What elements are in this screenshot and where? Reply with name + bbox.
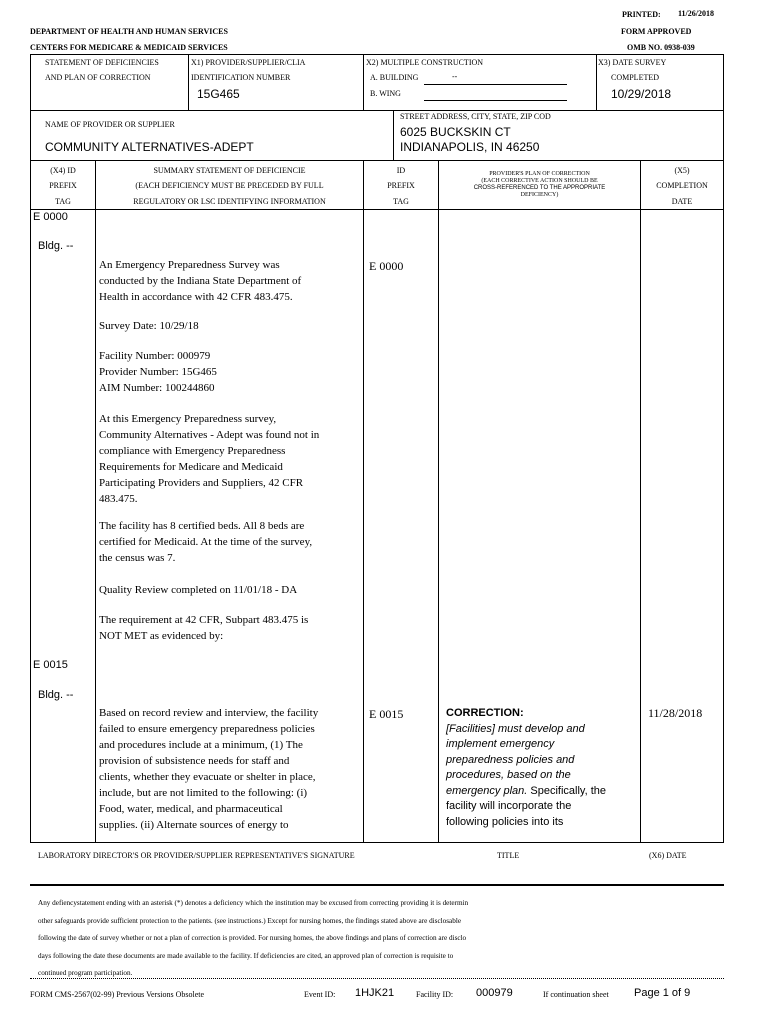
rule-columns: [30, 209, 724, 210]
rule-signature: [30, 884, 724, 886]
divider-x1: [188, 54, 189, 110]
summary-header-1: SUMMARY STATEMENT OF DEFICIENCIE: [153, 166, 306, 175]
e0000-paragraph-2: Survey Date: 10/29/18: [99, 320, 199, 332]
printed-date: 11/26/2018: [678, 9, 715, 18]
building-label: A. BUILDING: [370, 73, 419, 82]
survey-date-value: 10/29/2018: [611, 87, 672, 101]
frame-right: [723, 54, 724, 842]
x5-header-2: COMPLETION: [656, 181, 708, 190]
printed-label: PRINTED:: [622, 10, 661, 19]
form-number: FORM CMS-2567(02-99) Previous Versions Obsolete: [30, 990, 205, 999]
plan-header-4: DEFICIENCY): [520, 192, 559, 198]
e0015-id-tag: E 0015: [369, 707, 404, 721]
x3-label-1: X3) DATE SURVEY: [598, 58, 667, 67]
e0000-paragraph-5: The facility has 8 certified beds. All 8 beds are certified for Medicaid. At the time of the survey, the census was 7.: [99, 520, 313, 564]
building-underline: [424, 84, 567, 85]
e0000-bldg: Bldg. --: [38, 240, 74, 252]
x5-header-3: DATE: [671, 197, 693, 206]
correction-italic-text: [Facilities] must develop and implement emergency preparedness policies and procedures, based on the emergency plan.: [446, 722, 585, 797]
form-approved: FORM APPROVED: [621, 27, 692, 36]
rule-top: [30, 54, 724, 55]
wing-underline: [424, 100, 567, 101]
statement-label-2: AND PLAN OF CORRECTION: [45, 73, 151, 82]
rule-provider: [30, 160, 724, 161]
page-number: Page 1 of 9: [634, 987, 691, 999]
provider-id-value: 15G465: [197, 87, 240, 101]
plan-header-1: PROVIDER'S PLAN OF CORRECTION: [489, 171, 590, 177]
event-id-value: 1HJK21: [355, 987, 395, 999]
address-city: INDIANAPOLIS, IN 46250: [400, 140, 540, 154]
disclaimer-text: Any defiencystatement ending with an asterisk (*) denotes a deficiency which the institution may be excused from correcting providing it is determin other safeguards provide sufficient protection to the patients. (see instructions.) Except for nursing homes, the findings stated above are disclosable following the date of survey whether or not a plan of correction is provided. For nursing homes, the above findings and plans of correction are disclo days following the date these documents are made available to the facility. If deficiencies are cited, an approved plan of correction is requisite to continued program participation.: [38, 899, 469, 977]
signature-title-label: TITLE: [497, 851, 520, 860]
statement-label-1: STATEMENT OF DEFICIENCIES: [45, 58, 159, 67]
x3-label-2: COMPLETED: [611, 73, 659, 82]
provider-name-value: COMMUNITY ALTERNATIVES-ADEPT: [45, 140, 254, 154]
wing-label: B. WING: [370, 89, 401, 98]
provider-name-label: NAME OF PROVIDER OR SUPPLIER: [45, 120, 175, 129]
id-header-1: ID: [396, 166, 406, 175]
x5-header-1: (X5): [674, 166, 690, 175]
divider-col-completion: [640, 160, 641, 842]
omb-number: OMB NO. 0938-039: [627, 43, 695, 52]
e0000-paragraph-1: An Emergency Preparedness Survey was conducted by the Indiana State Department of Health in accordance with 42 CFR 483.475.: [99, 259, 302, 303]
x1-label-2: IDENTIFICATION NUMBER: [191, 73, 291, 82]
summary-header-2: (EACH DEFICIENCY MUST BE PRECEDED BY FULL: [135, 181, 324, 190]
e0000-prefix-tag: E 0000: [33, 211, 68, 223]
x1-label-1: X1) PROVIDER/SUPPLIER/CLIA: [191, 58, 306, 67]
e0015-paragraph-1: Based on record review and interview, the facility failed to ensure emergency preparedness policies and procedures include at a minimum, (1) The provision of subsistence needs for staff and clients, whether they evacuate or shelter in place, include, but are not limited to the following: (i) Food, water, medical, and pharmaceutical supplies. (ii) Alternate sources of energy to: [99, 707, 319, 831]
correction-heading: CORRECTION:: [446, 707, 524, 719]
plan-header-3: CROSS-REFERENCED TO THE APPROPRIATE: [473, 185, 606, 191]
centers-title: CENTERS FOR MEDICARE & MEDICAID SERVICES: [30, 43, 228, 52]
correction-plain-text: Specifically, the facility will incorporate the following policies into its: [446, 784, 606, 828]
divider-col-summary: [95, 160, 96, 842]
e0000-paragraph-6: Quality Review completed on 11/01/18 - DA: [99, 584, 298, 596]
rule-info: [30, 110, 724, 111]
id-header-2: PREFIX: [387, 181, 415, 190]
continuation-label: If continuation sheet: [543, 990, 609, 999]
signature-date-label: (X6) DATE: [649, 851, 687, 860]
e0000-paragraph-3: Facility Number: 000979 Provider Number: 15G465 AIM Number: 100244860: [99, 350, 217, 394]
e0000-id-tag: E 0000: [369, 259, 404, 273]
divider-col-id: [363, 160, 364, 842]
facility-id-value: 000979: [476, 987, 513, 999]
department-title: DEPARTMENT OF HEALTH AND HUMAN SERVICES: [30, 27, 228, 36]
rule-body-bottom: [30, 842, 724, 843]
building-value: --: [452, 72, 458, 81]
summary-header-3: REGULATORY OR LSC IDENTIFYING INFORMATION: [133, 197, 326, 206]
e0015-prefix-tag: E 0015: [33, 659, 68, 671]
event-id-label: Event ID:: [304, 990, 336, 999]
divider-address: [393, 110, 394, 160]
x4-header-1: (X4) ID: [50, 166, 76, 175]
divider-x3: [596, 54, 597, 110]
x2-label: X2) MULTIPLE CONSTRUCTION: [366, 58, 484, 67]
e0000-paragraph-4: At this Emergency Preparedness survey, Community Alternatives - Adept was found not in compliance with Emergency Preparedness Requirements for Medicare and Medicaid Participating Providers and Suppliers, 42 CFR 483.475.: [99, 413, 320, 505]
e0015-correction: [446, 706, 638, 830]
divider-col-plan: [438, 160, 439, 842]
e0000-paragraph-7: The requirement at 42 CFR, Subpart 483.475 is NOT MET as evidenced by:: [99, 614, 309, 642]
divider-x2: [363, 54, 364, 110]
signature-director-label: LABORATORY DIRECTOR'S OR PROVIDER/SUPPLIER REPRESENTATIVE'S SIGNATURE: [38, 851, 355, 860]
address-street: 6025 BUCKSKIN CT: [400, 125, 511, 139]
address-label: STREET ADDRESS, CITY, STATE, ZIP COD: [400, 112, 551, 121]
facility-id-label: Facility ID:: [416, 990, 454, 999]
x4-header-2: PREFIX: [49, 181, 77, 190]
plan-header-2: (EACH CORRECTIVE ACTION SHOULD BE: [481, 178, 598, 184]
id-header-3: TAG: [393, 197, 409, 206]
e0015-completion-date: 11/28/2018: [648, 706, 703, 720]
e0015-bldg: Bldg. --: [38, 689, 74, 701]
x4-header-3: TAG: [55, 197, 71, 206]
